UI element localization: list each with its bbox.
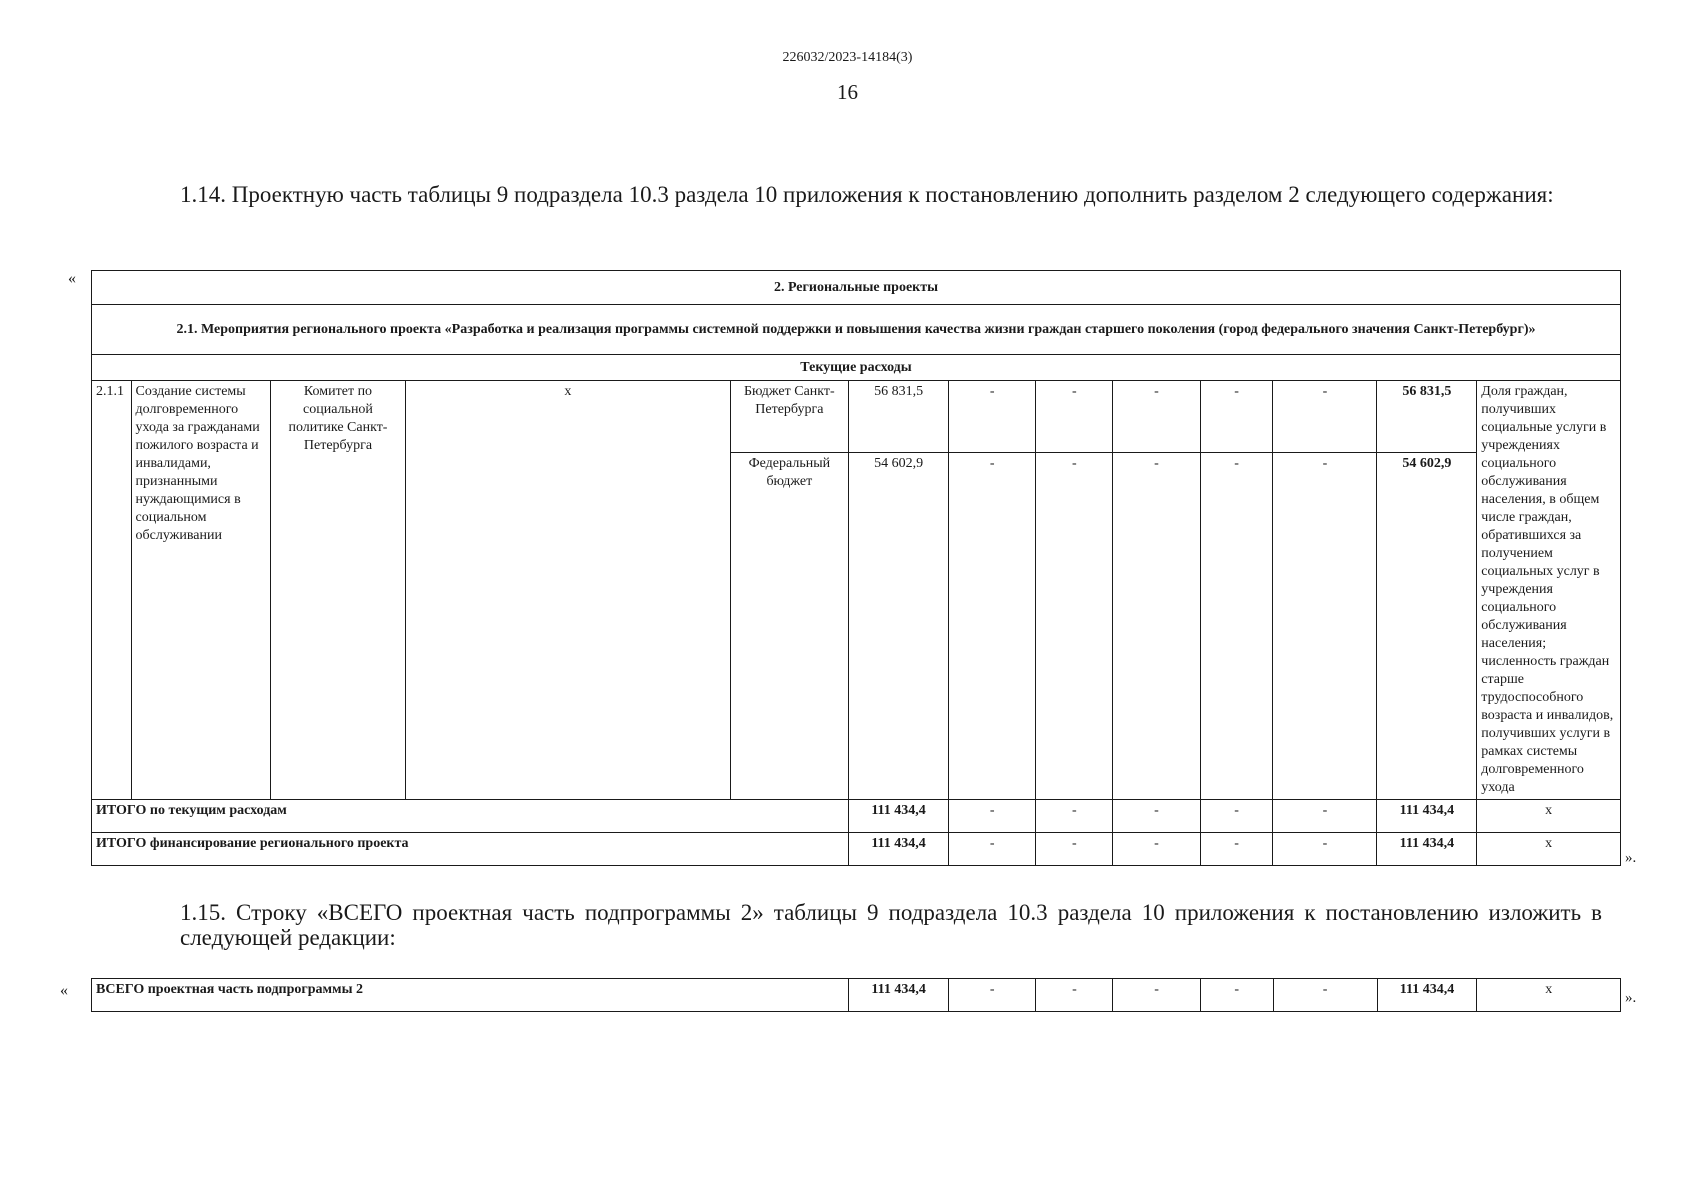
- dash-cell: -: [1273, 452, 1377, 799]
- dash-cell: -: [1273, 800, 1377, 833]
- dash-cell: -: [1036, 452, 1113, 799]
- dash-cell: -: [1200, 979, 1273, 1012]
- dash-cell: -: [948, 800, 1035, 833]
- dash-cell: -: [1273, 979, 1377, 1012]
- paragraph-1-14-text: 1.14. Проектную часть таблицы 9 подраздела 10.3 раздела 10 приложения к постановлению дополнить разделом 2 следующего содержания:: [180, 182, 1554, 207]
- value-federal: 54 602,9: [849, 452, 949, 799]
- total-spb: 56 831,5: [1377, 381, 1477, 453]
- total-project-total: 111 434,4: [1377, 833, 1477, 866]
- total-subprogram-x: х: [1477, 979, 1621, 1012]
- dash-cell: -: [1200, 381, 1273, 453]
- total-project-value: 111 434,4: [849, 833, 949, 866]
- total-current-total: 111 434,4: [1377, 800, 1477, 833]
- dash-cell: -: [1200, 452, 1273, 799]
- dash-cell: -: [948, 833, 1035, 866]
- dash-cell: -: [1113, 979, 1200, 1012]
- dash-cell: -: [1036, 979, 1113, 1012]
- target-indicator: Доля граждан, получивших социальные услуги в учреждениях социального обслуживания населения, в общем числе граждан, обратившихся за получением социальных услуг в учреждения социального обслуживания населения; численность граждан старше трудоспособного возраста и инвалидов, получивших услуги в рамках системы долговременного ухода: [1477, 381, 1621, 800]
- total-federal: 54 602,9: [1377, 452, 1477, 799]
- total-current-x: х: [1477, 800, 1621, 833]
- document-number: 226032/2023-14184(3): [782, 50, 913, 65]
- funding-source-spb: Бюджет Санкт-Петербурга: [730, 381, 849, 453]
- total-subprogram-total: 111 434,4: [1377, 979, 1477, 1012]
- dash-cell: -: [1200, 833, 1273, 866]
- dash-cell: -: [1036, 381, 1113, 453]
- funding-source-federal: Федеральный бюджет: [730, 452, 849, 799]
- subsection-title: 2.1. Мероприятия регионального проекта «Разработка и реализация программы системной поддержки и повышения качества жизни граждан старшего поколения (город федерального значения Санкт-Петербург)»: [92, 305, 1621, 355]
- term-mark: х: [406, 381, 731, 800]
- close-quote-1: ».: [1625, 850, 1637, 866]
- paragraph-1-15-text: 1.15. Строку «ВСЕГО проектная часть подпрограммы 2» таблицы 9 подраздела 10.3 раздела 10 приложения к постановлению изложить в следующей редакции:: [180, 900, 1602, 950]
- current-expenses-header: Текущие расходы: [92, 355, 1621, 381]
- dash-cell: -: [948, 452, 1035, 799]
- close-quote-2: ».: [1625, 990, 1637, 1006]
- activity-name: Создание системы долговременного ухода за гражданами пожилого возраста и инвалидами, признанными нуждающимися в социальном обслуживании: [131, 381, 270, 800]
- open-quote-2: «: [60, 982, 68, 999]
- dash-cell: -: [949, 979, 1036, 1012]
- value-spb: 56 831,5: [849, 381, 949, 453]
- executor: Комитет по социальной политике Санкт-Петербурга: [270, 381, 405, 800]
- dash-cell: -: [1113, 833, 1200, 866]
- total-project-x: х: [1477, 833, 1621, 866]
- total-subprogram-value: 111 434,4: [849, 979, 949, 1012]
- total-project-row: [92, 833, 1621, 866]
- dash-cell: -: [1113, 800, 1200, 833]
- dash-cell: -: [1036, 833, 1113, 866]
- dash-cell: -: [948, 381, 1035, 453]
- total-current-label: ИТОГО по текущим расходам: [92, 800, 849, 833]
- regional-projects-table: [91, 270, 1621, 866]
- dash-cell: -: [1113, 452, 1200, 799]
- dash-cell: -: [1113, 381, 1200, 453]
- page-number: 16: [837, 80, 858, 104]
- paragraph-1-15: [122, 900, 1602, 950]
- row-number: 2.1.1: [92, 381, 132, 800]
- dash-cell: -: [1273, 833, 1377, 866]
- dash-cell: -: [1273, 381, 1377, 453]
- open-quote-1: «: [68, 270, 76, 287]
- paragraph-1-14: [122, 182, 1602, 207]
- dash-cell: -: [1200, 800, 1273, 833]
- total-current-row: [92, 800, 1621, 833]
- total-current-value: 111 434,4: [849, 800, 949, 833]
- total-project-label: ИТОГО финансирование регионального проекта: [92, 833, 849, 866]
- total-subprogram-table: [91, 978, 1621, 1012]
- total-subprogram-label: ВСЕГО проектная часть подпрограммы 2: [92, 979, 849, 1012]
- dash-cell: -: [1036, 800, 1113, 833]
- section-title: 2. Региональные проекты: [92, 271, 1621, 305]
